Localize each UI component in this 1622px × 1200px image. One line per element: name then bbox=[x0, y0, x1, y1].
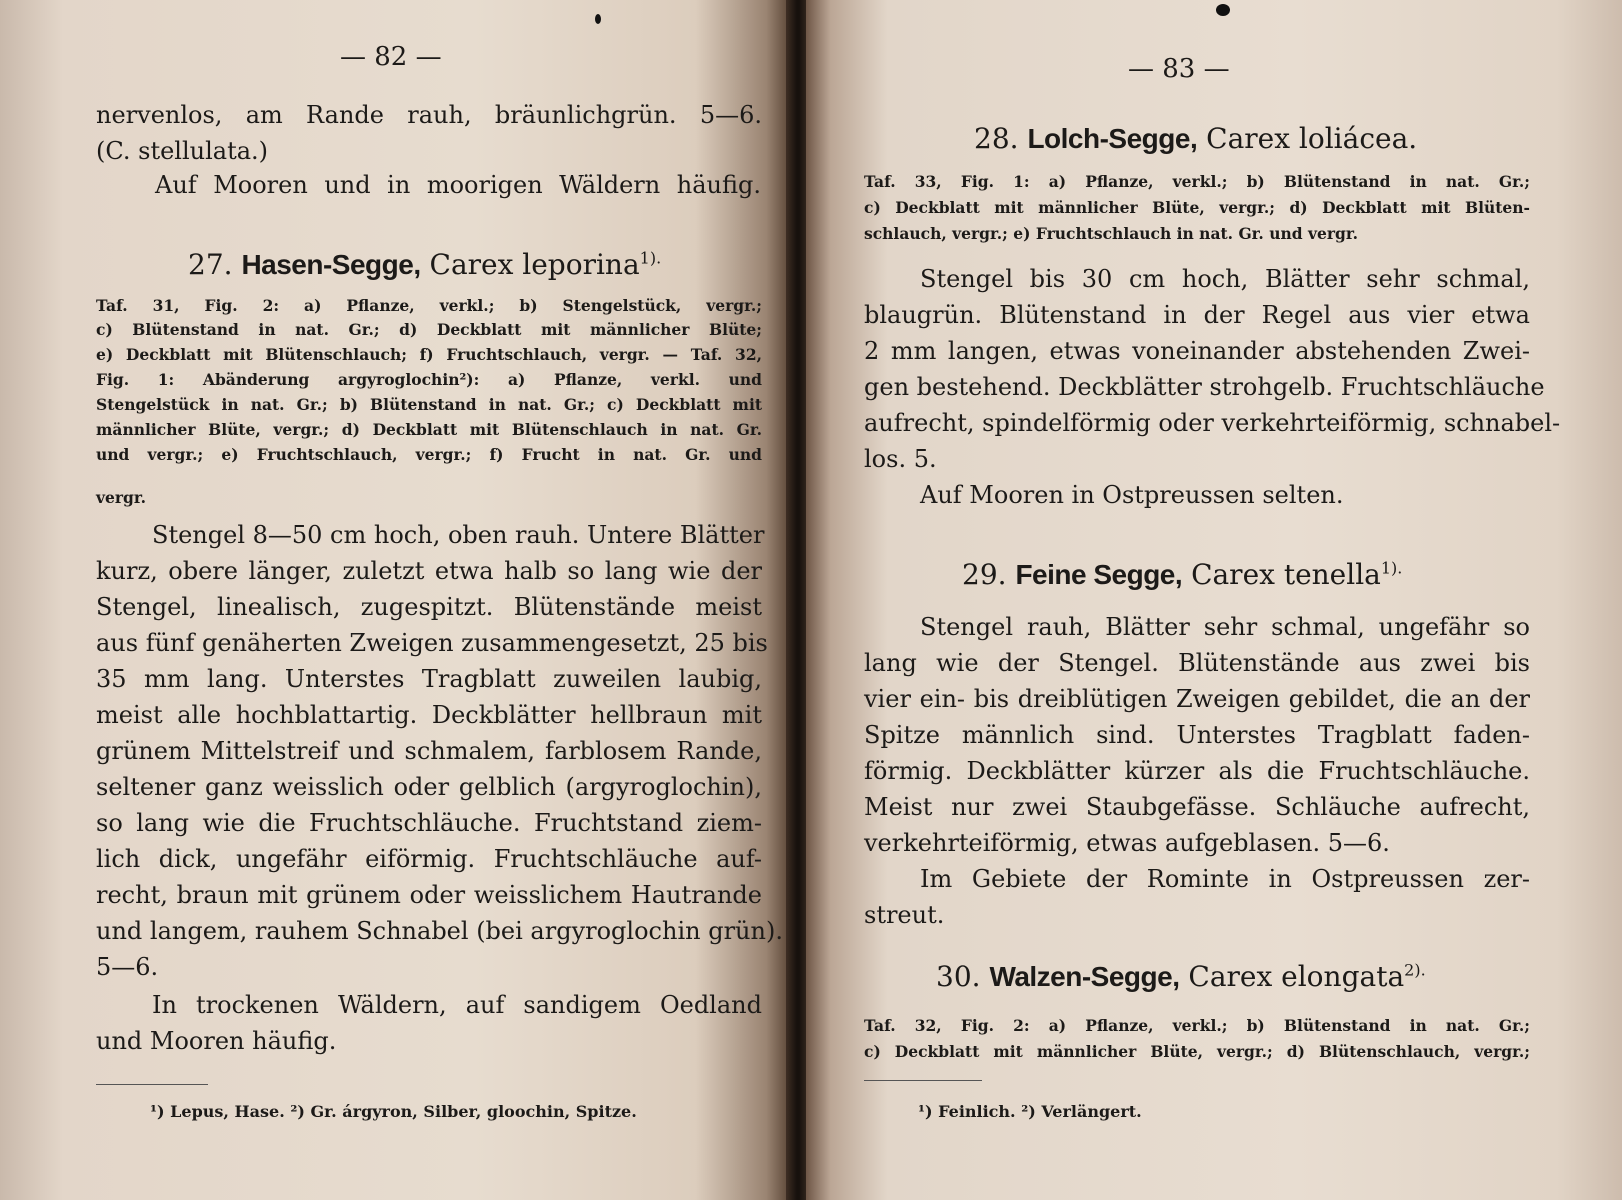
left-page bbox=[0, 0, 790, 1200]
footnote-ref: 1). bbox=[639, 248, 662, 268]
species-common-name: Walzen-Segge, bbox=[989, 961, 1180, 992]
text-line: 2 mm langen, etwas voneinander abstehenden Zwei- bbox=[864, 337, 1530, 365]
text-line: Auf Mooren in Ostpreussen selten. bbox=[920, 481, 1344, 509]
text-line: lang wie der Stengel. Blütenstände aus zwei bis bbox=[864, 649, 1530, 677]
footnote: ¹) Feinlich. ²) Verlängert. bbox=[918, 1102, 1142, 1121]
ink-spot bbox=[595, 14, 601, 24]
text-line: Stengel bis 30 cm hoch, Blätter sehr schmal, bbox=[920, 265, 1530, 293]
species-heading bbox=[188, 248, 661, 281]
species-common-name: Hasen-Segge, bbox=[241, 249, 421, 280]
plate-reference-line: Taf. 31, Fig. 2: a) Pflanze, verkl.; b) Stengelstück, vergr.; bbox=[96, 296, 762, 315]
species-number: 30. bbox=[936, 960, 981, 993]
plate-reference-line: Taf. 32, Fig. 2: a) Pflanze, verkl.; b) Blütenstand in nat. Gr.; bbox=[864, 1016, 1530, 1035]
page-number: — 83 — bbox=[1128, 54, 1230, 84]
footnote: ¹) Lepus, Hase. ²) Gr. árgyron, Silber, gloochin, Spitze. bbox=[150, 1102, 637, 1121]
plate-reference-line: schlauch, vergr.; e) Fruchtschlauch in nat. Gr. und vergr. bbox=[864, 224, 1359, 243]
text-line: vier ein- bis dreiblütigen Zweigen gebildet, die an der bbox=[864, 685, 1530, 713]
text-line: und langem, rauhem Schnabel (bei argyroglochin grün). bbox=[96, 917, 783, 945]
text-line: blaugrün. Blütenstand in der Regel aus vier etwa bbox=[864, 301, 1530, 329]
species-latin-name: Carex tenella bbox=[1191, 558, 1381, 591]
ink-spot bbox=[1216, 4, 1230, 16]
species-latin-name: Carex leporina bbox=[429, 248, 640, 281]
right-page bbox=[806, 0, 1622, 1200]
species-common-name: Feine Segge, bbox=[1015, 559, 1183, 590]
species-latin-name: Carex loliácea. bbox=[1206, 122, 1418, 155]
text-line: kurz, obere länger, zuletzt etwa halb so lang wie der bbox=[96, 557, 762, 585]
text-line: grünem Mittelstreif und schmalem, farblosem Rande, bbox=[96, 737, 762, 765]
text-line: los. 5. bbox=[864, 445, 937, 473]
footnote-ref: 1). bbox=[1380, 558, 1403, 578]
text-line: aufrecht, spindelförmig oder verkehrteiförmig, schnabel- bbox=[864, 409, 1561, 437]
species-common-name: Lolch-Segge, bbox=[1027, 123, 1198, 154]
text-line: verkehrteiförmig, etwas aufgeblasen. 5—6. bbox=[864, 829, 1390, 857]
footnote-rule bbox=[96, 1084, 208, 1085]
text-line: aus fünf genäherten Zweigen zusammengesetzt, 25 bis bbox=[96, 629, 768, 657]
plate-reference-line: c) Deckblatt mit männlicher Blüte, vergr.; d) Blütenschlauch, vergr.; bbox=[864, 1042, 1530, 1061]
text-line: streut. bbox=[864, 901, 945, 929]
plate-reference-line: c) Blütenstand in nat. Gr.; d) Deckblatt mit männlicher Blüte; bbox=[96, 320, 762, 339]
plate-reference-line: e) Deckblatt mit Blütenschlauch; f) Fruchtschlauch, vergr. — Taf. 32, bbox=[96, 345, 762, 364]
plate-reference-line: Stengelstück in nat. Gr.; b) Blütenstand in nat. Gr.; c) Deckblatt mit bbox=[96, 395, 762, 414]
plate-reference-line: und vergr.; e) Fruchtschlauch, vergr.; f) Frucht in nat. Gr. und bbox=[96, 445, 762, 464]
plate-reference-line: Fig. 1: Abänderung argyroglochin²): a) Pflanze, verkl. und bbox=[96, 370, 762, 389]
text-line: meist alle hochblattartig. Deckblätter hellbraun mit bbox=[96, 701, 762, 729]
page-number: — 82 — bbox=[340, 42, 442, 72]
footnote-ref: 2). bbox=[1404, 960, 1426, 980]
text-line: Im Gebiete der Rominte in Ostpreussen zer- bbox=[920, 865, 1530, 893]
text-line: Stengel rauh, Blätter sehr schmal, ungefähr so bbox=[920, 613, 1530, 641]
text-line: recht, braun mit grünem oder weisslichem Hautrande bbox=[96, 881, 762, 909]
species-heading bbox=[936, 960, 1426, 993]
text-line: seltener ganz weisslich oder gelblich (argyroglochin), bbox=[96, 773, 762, 801]
text-line: so lang wie die Fruchtschläuche. Fruchtstand ziem- bbox=[96, 809, 762, 837]
text-line: Stengel, linealisch, zugespitzt. Blütenstände meist bbox=[96, 593, 762, 621]
text-line: gen bestehend. Deckblätter strohgelb. Fruchtschläuche bbox=[864, 373, 1545, 401]
footnote-rule bbox=[864, 1080, 982, 1081]
plate-reference-line: c) Deckblatt mit männlicher Blüte, vergr.; d) Deckblatt mit Blüten- bbox=[864, 198, 1530, 217]
text-line: 5—6. bbox=[96, 953, 159, 981]
text-line: und Mooren häufig. bbox=[96, 1027, 337, 1055]
species-number: 28. bbox=[974, 122, 1019, 155]
text-line: Stengel 8—50 cm hoch, oben rauh. Untere Blätter bbox=[152, 521, 765, 549]
text-line: In trockenen Wäldern, auf sandigem Oedland bbox=[152, 991, 762, 1019]
species-heading bbox=[962, 558, 1402, 591]
species-number: 29. bbox=[962, 558, 1007, 591]
text-line: 35 mm lang. Unterstes Tragblatt zuweilen laubig, bbox=[96, 665, 762, 693]
plate-reference-line: vergr. bbox=[96, 488, 147, 507]
text-line: Spitze männlich sind. Unterstes Tragblatt faden- bbox=[864, 721, 1530, 749]
text-line: Auf Mooren und in moorigen Wäldern häufig. bbox=[155, 171, 761, 199]
plate-reference-line: männlicher Blüte, vergr.; d) Deckblatt mit Blütenschlauch in nat. Gr. bbox=[96, 420, 762, 439]
text-line: lich dick, ungefähr eiförmig. Fruchtschläuche auf- bbox=[96, 845, 762, 873]
text-line: Meist nur zwei Staubgefässe. Schläuche aufrecht, bbox=[864, 793, 1530, 821]
text-line: nervenlos, am Rande rauh, bräunlichgrün. 5—6. bbox=[96, 101, 762, 129]
text-line: förmig. Deckblätter kürzer als die Fruchtschläuche. bbox=[864, 757, 1530, 785]
plate-reference-line: Taf. 33, Fig. 1: a) Pflanze, verkl.; b) Blütenstand in nat. Gr.; bbox=[864, 172, 1530, 191]
species-latin-name: Carex elongata bbox=[1188, 960, 1405, 993]
species-number: 27. bbox=[188, 248, 233, 281]
text-line: (C. stellulata.) bbox=[96, 137, 269, 165]
species-heading bbox=[974, 122, 1417, 155]
